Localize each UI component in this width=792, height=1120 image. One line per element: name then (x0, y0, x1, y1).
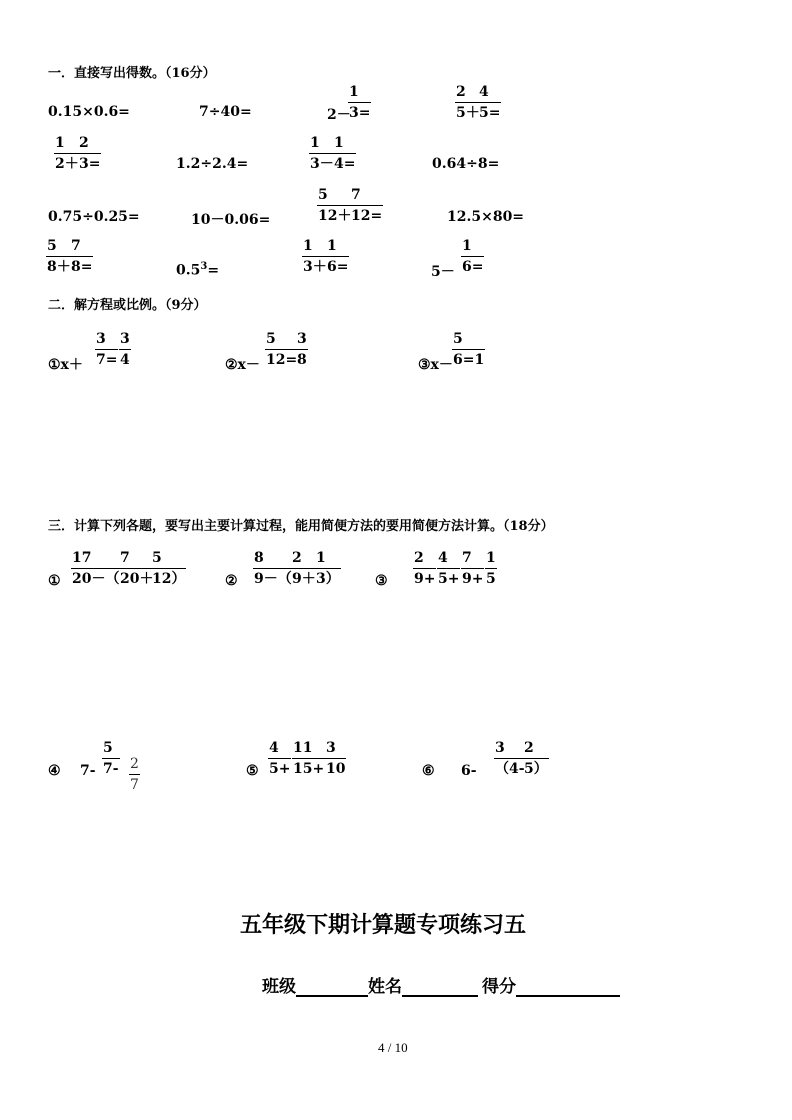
fraction (151, 550, 186, 587)
numerator: 1 (349, 84, 359, 100)
numerator: 4 (438, 550, 448, 566)
denominator: 5 (485, 568, 497, 587)
fraction (119, 331, 131, 368)
denominator: 7= (95, 349, 118, 368)
numerator: 1 (462, 238, 472, 254)
numerator: 17 (72, 550, 92, 566)
fraction (461, 550, 484, 587)
equation-3-label: ③x－ (418, 357, 453, 373)
fraction (478, 84, 501, 121)
numerator: 3 (297, 331, 307, 347)
class-label: 班级 (262, 977, 296, 997)
numerator: 1 (334, 135, 344, 151)
denominator: 9＋ (291, 568, 317, 587)
fraction (268, 740, 291, 777)
numerator: 4 (269, 740, 279, 756)
numerator: 3 (326, 740, 336, 756)
problem-2: 7÷40= (199, 104, 252, 120)
problem-14 (176, 261, 219, 279)
page-title: 五年级下期计算题专项练习五 (240, 913, 527, 938)
problem-6: 1.2÷2.4= (176, 156, 249, 172)
numerator: 8 (254, 550, 264, 566)
fraction (309, 135, 335, 172)
denominator: 7 (129, 774, 140, 793)
numerator: 1 (486, 550, 496, 566)
fraction (129, 756, 140, 793)
denominator: 8= (70, 256, 93, 275)
class-blank[interactable] (296, 977, 368, 997)
fraction (71, 550, 120, 587)
fraction (325, 740, 346, 777)
denominator: 2＋ (54, 153, 80, 172)
fraction (461, 238, 484, 275)
section-3-heading: 三．计算下列各题，要写出主要计算过程，能用简便方法的要用简便方法计算。（18分） (48, 519, 554, 534)
calc-4-prefix: 7- (80, 763, 96, 779)
fraction (46, 238, 72, 275)
denominator: 15+ (292, 758, 325, 777)
equals-sign: = (207, 262, 220, 279)
calc-4-label: ④ (48, 763, 61, 779)
section-2-heading: 二．解方程或比例。（9分） (48, 298, 207, 313)
calc-2-label: ② (225, 573, 238, 589)
calc-1-label: ① (48, 573, 61, 589)
numerator: 5 (103, 740, 113, 756)
denominator: 7- (102, 758, 120, 777)
section-1-heading: 一．直接写出得数。（16分） (48, 66, 216, 81)
fraction (333, 135, 356, 172)
numerator: 4 (479, 84, 489, 100)
fraction (70, 238, 93, 275)
numerator: 3 (495, 740, 505, 756)
problem-1: 0.15×0.6= (48, 104, 130, 120)
denominator: 5= (478, 102, 501, 121)
fraction (95, 331, 118, 368)
numerator: 5 (47, 238, 57, 254)
fraction (485, 550, 497, 587)
numerator: 1 (55, 135, 65, 151)
numerator: 7 (120, 550, 130, 566)
problem-12: 12.5×80= (447, 209, 525, 225)
denominator: 3= (348, 102, 371, 121)
denominator: 12） (151, 568, 186, 587)
problem-10: 10－0.06= (191, 212, 271, 228)
denominator: 6= (461, 256, 484, 275)
numerator: 2 (79, 135, 89, 151)
numerator: 7 (71, 238, 81, 254)
fraction (494, 740, 526, 777)
numerator: 2 (414, 550, 424, 566)
denominator: 20＋ (119, 568, 154, 587)
fraction (315, 550, 341, 587)
numerator: 2 (524, 740, 534, 756)
equation-2-label: ②x－ (225, 357, 260, 373)
denominator: 9－（ (253, 568, 293, 587)
problem-9: 0.75÷0.25= (48, 209, 140, 225)
denominator: 9+ (461, 568, 484, 587)
score-blank[interactable] (516, 977, 620, 997)
numerator: 7 (462, 550, 472, 566)
fraction (523, 740, 549, 777)
fraction (350, 187, 383, 224)
denominator: 20－（ (71, 568, 120, 587)
denominator: 8＋ (46, 256, 72, 275)
denominator: 5） (523, 758, 549, 777)
fraction (54, 135, 80, 172)
fraction (292, 740, 325, 777)
denominator: 3） (315, 568, 341, 587)
power-base: 0.5 (176, 262, 201, 279)
fraction (296, 331, 308, 368)
fraction (317, 187, 352, 224)
numerator: 2 (130, 756, 139, 772)
numerator: 7 (351, 187, 361, 203)
fraction (413, 550, 436, 587)
numerator: 5 (266, 331, 276, 347)
fraction (326, 238, 349, 275)
fraction (291, 550, 317, 587)
numerator: 5 (152, 550, 162, 566)
denominator: 3－ (309, 153, 335, 172)
calc-3-label: ③ (375, 573, 388, 589)
denominator: 6=1 (452, 349, 485, 368)
denominator: 9+ (413, 568, 436, 587)
numerator: 1 (327, 238, 337, 254)
numerator: 2 (292, 550, 302, 566)
power-exponent: 3 (200, 261, 208, 272)
numerator: 1 (310, 135, 320, 151)
denominator: 4= (333, 153, 356, 172)
fraction (302, 238, 328, 275)
fraction (102, 740, 120, 777)
fraction (437, 550, 460, 587)
fraction (452, 331, 485, 368)
calc-6-label: ⑥ (422, 763, 435, 779)
denominator: 4 (119, 349, 131, 368)
denominator: 5＋ (455, 102, 481, 121)
student-info-row (262, 972, 620, 997)
fraction (78, 135, 101, 172)
denominator: 3＋ (302, 256, 328, 275)
denominator: 12= (265, 349, 298, 368)
fraction (119, 550, 154, 587)
denominator: 12= (350, 205, 383, 224)
numerator: 11 (293, 740, 313, 756)
page-number: 4 / 10 (378, 1040, 408, 1055)
numerator: 5 (318, 187, 328, 203)
name-label: 姓名 (368, 977, 402, 997)
score-label: 得分 (482, 977, 516, 997)
denominator: 5+ (268, 758, 291, 777)
denominator: 3= (78, 153, 101, 172)
numerator: 2 (456, 84, 466, 100)
denominator: 12＋ (317, 205, 352, 224)
fraction (348, 84, 371, 121)
calc-6-prefix: 6- (461, 763, 477, 779)
denominator: 6= (326, 256, 349, 275)
numerator: 3 (120, 331, 130, 347)
problem-16-prefix: 5－ (431, 264, 455, 280)
calc-5-label: ⑤ (246, 763, 259, 779)
denominator: 8 (296, 349, 308, 368)
fraction (253, 550, 293, 587)
numerator: 5 (453, 331, 463, 347)
numerator: 3 (96, 331, 106, 347)
denominator: 5+ (437, 568, 460, 587)
problem-8: 0.64÷8= (432, 156, 500, 172)
equation-1-label: ①x＋ (48, 357, 83, 373)
denominator: （4- (494, 758, 526, 777)
numerator: 1 (316, 550, 326, 566)
numerator: 1 (303, 238, 313, 254)
problem-3-prefix: 2－ (327, 107, 351, 123)
name-blank[interactable] (402, 977, 478, 997)
denominator: 10 (325, 758, 346, 777)
fraction (265, 331, 298, 368)
fraction (455, 84, 481, 121)
